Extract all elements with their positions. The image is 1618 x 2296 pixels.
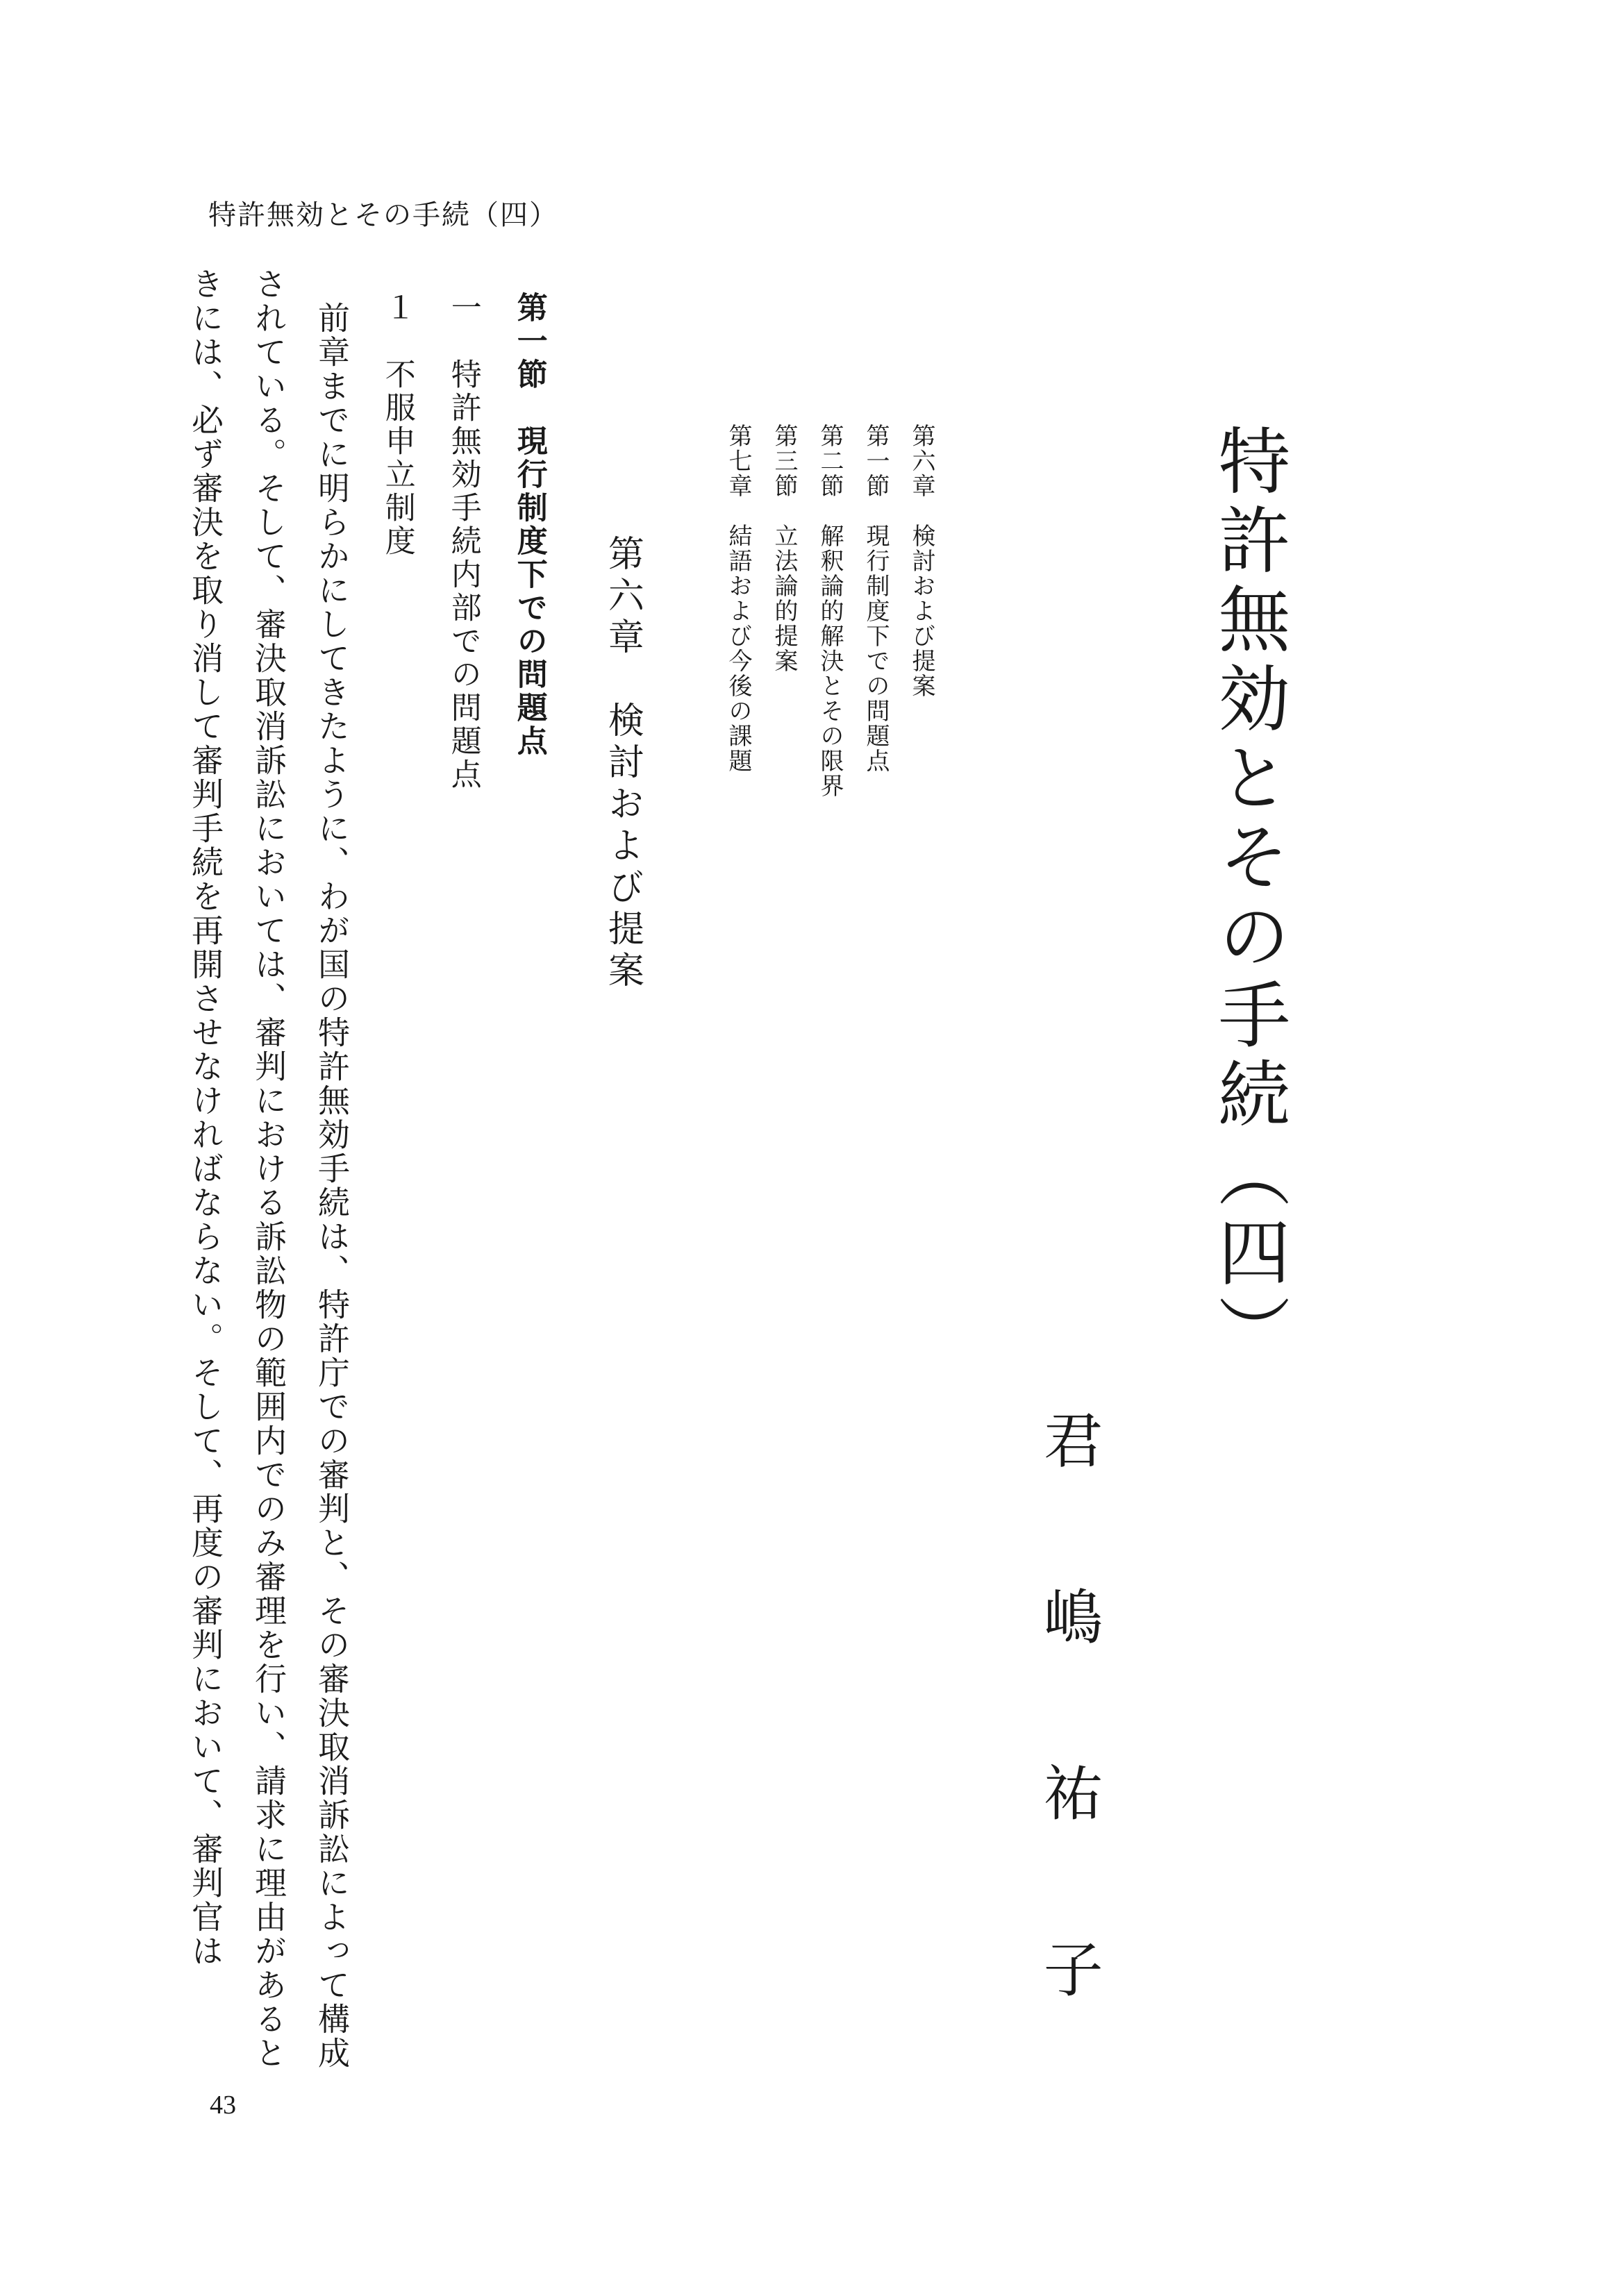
article-title: 特許無効とその手続（四） [1206,424,1291,1373]
running-header: 特許無効とその手続（四） [208,199,558,231]
author-name: 君嶋祐子 [1033,1409,1103,2115]
item-heading: １ 不服申立制度 [379,292,415,558]
toc-item: 第三節 立法論的提案 [770,424,798,673]
chapter-heading: 第六章 検討および提案 [601,535,644,993]
page-number: 43 [210,2090,236,2120]
section-heading: 第一節 現行制度下での問題点 [511,292,547,758]
toc-item: 第二節 解釈論的解決とその限界 [816,424,844,798]
table-of-contents [715,424,944,798]
subsection-heading: 一 特許無効手続内部での問題点 [445,292,481,791]
toc-item: 第六章 検討および提案 [908,424,935,698]
toc-item: 第七章 結語および今後の課題 [724,424,752,773]
body-text [174,267,363,2072]
toc-item: 第一節 現行制度下での問題点 [862,424,890,773]
body-paragraph: 前章までに明らかにしてきたように、わが国の特許無効手続は、特許庁での審判と、その審決取消訴訟によって構成されている。そして、審決取消訴訟においては、審判における訴訟物の範囲内でのみ審理を行い、請求に理由があるときには、必ず審決を取り消して審判手続を再開させなければならない。そして、再度の審判において、審判官は [187,267,351,2070]
